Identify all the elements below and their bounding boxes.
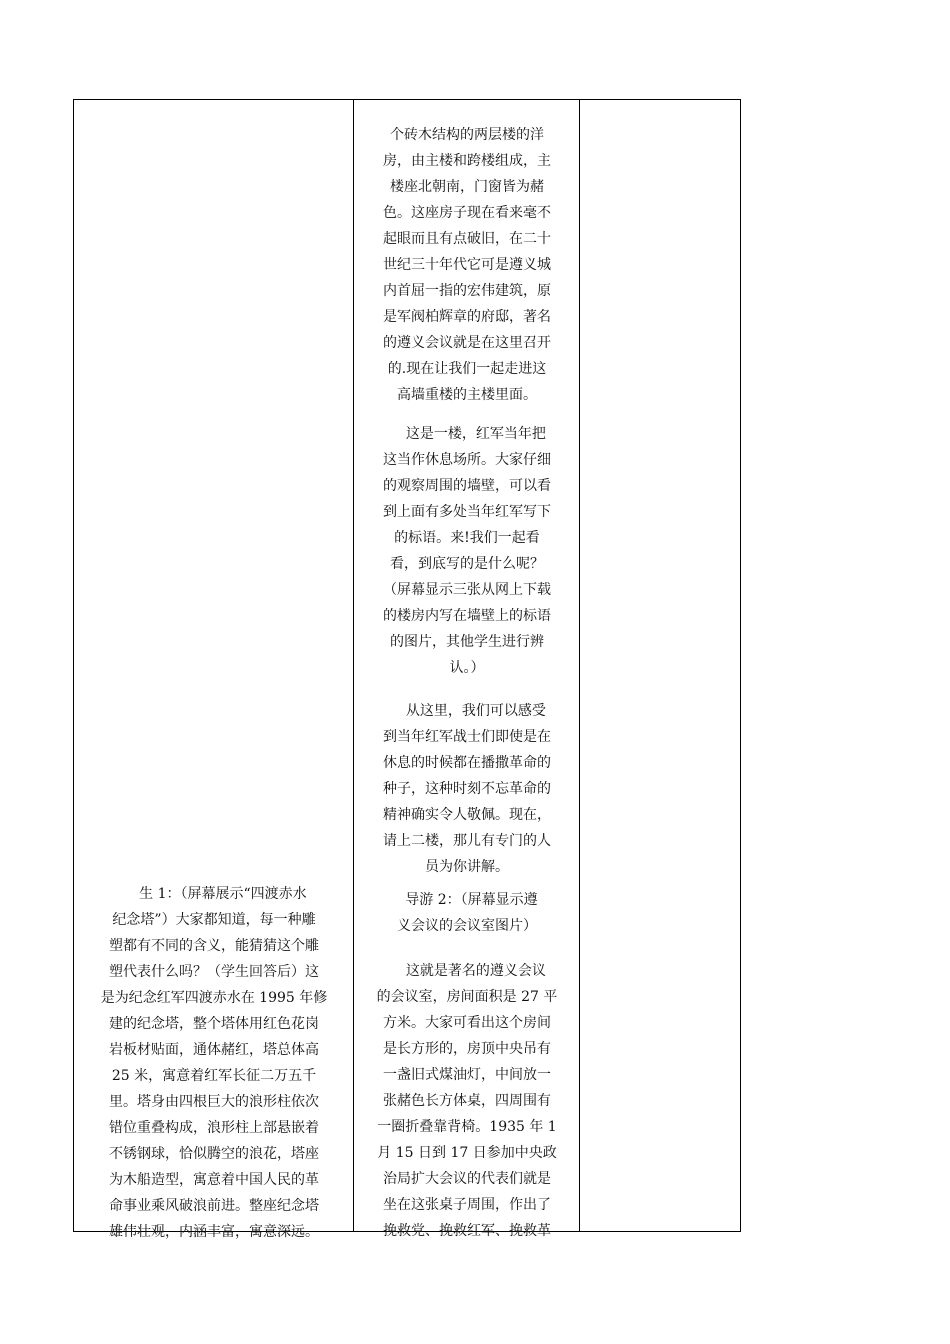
text-line: 到上面有多处当年红军写下 bbox=[383, 504, 551, 520]
text-line: 种子，这种时刻不忘革命的 bbox=[383, 781, 551, 797]
middle-column-paragraph bbox=[354, 122, 580, 408]
text-line: （屏幕显示三张从网上下载 bbox=[383, 582, 551, 598]
middle-column-paragraph bbox=[354, 421, 580, 681]
text-line: 色。这座房子现在看来毫不 bbox=[383, 205, 551, 221]
text-line: 的.现在让我们一起走进这 bbox=[387, 361, 547, 377]
text-line: 命事业乘风破浪前进。整座纪念塔 bbox=[109, 1198, 319, 1214]
text-line: 塑都有不同的含义，能猜猜这个雕 bbox=[109, 938, 319, 954]
text-line: 认。） bbox=[449, 660, 485, 676]
text-line: 的楼房内写在墙壁上的标语 bbox=[383, 608, 551, 624]
student-activity-column bbox=[74, 100, 354, 1240]
text-line: 员为你讲解。 bbox=[425, 859, 509, 875]
text-line: 纪念塔”）大家都知道，每一种雕 bbox=[112, 912, 316, 928]
text-line: 雄伟壮观，内涵丰富，寓意深远。 bbox=[109, 1224, 319, 1240]
text-line: 起眼而且有点破旧，在二十 bbox=[383, 231, 551, 247]
text-line: 房，由主楼和跨楼组成，主 bbox=[383, 153, 551, 169]
text-line: 世纪三十年代它可是遵义城 bbox=[383, 257, 551, 273]
text-line: 是军阀柏辉章的府邸，著名 bbox=[383, 309, 551, 325]
text-line: 的图片，其他学生进行辨 bbox=[390, 634, 544, 650]
text-line: 治局扩大会议的代表们就是 bbox=[383, 1171, 551, 1187]
text-line: 月 15 日到 17 日参加中央政 bbox=[377, 1145, 557, 1161]
text-line: 方米。大家可看出这个房间 bbox=[383, 1015, 551, 1031]
text-line: 看，到底写的是什么呢？ bbox=[390, 556, 544, 572]
text-line: 精神确实令人敬佩。现在， bbox=[383, 807, 551, 823]
middle-column-paragraph bbox=[354, 887, 580, 939]
lesson-plan-table bbox=[73, 99, 741, 1240]
text-line: 请上二楼，那儿有专门的人 bbox=[383, 833, 551, 849]
text-line: 的观察周围的墙壁，可以看 bbox=[383, 478, 551, 494]
text-line: 高墙重楼的主楼里面。 bbox=[397, 387, 537, 403]
text-line: 义会议的会议室图片） bbox=[397, 918, 537, 934]
text-line: 里。塔身由四根巨大的浪形柱依次 bbox=[109, 1094, 319, 1110]
text-line: 楼座北朝南，门窗皆为赭 bbox=[390, 179, 544, 195]
text-line: 的遵义会议就是在这里召开 bbox=[383, 335, 551, 351]
text-line: 的标语。来!我们一起看 bbox=[394, 530, 540, 546]
text-line: 这是一楼，红军当年把 bbox=[388, 426, 546, 442]
text-line: 从这里，我们可以感受 bbox=[388, 703, 546, 719]
text-line: 一盏旧式煤油灯，中间放一 bbox=[383, 1067, 551, 1083]
text-line: 到当年红军战士们即使是在 bbox=[383, 729, 551, 745]
text-line: 建的纪念塔，整个塔体用红色花岗 bbox=[109, 1016, 319, 1032]
text-line: 一圈折叠靠背椅。1935 年 1 bbox=[377, 1119, 557, 1135]
text-line: 的会议室，房间面积是 27 平 bbox=[376, 989, 558, 1005]
guide-narration-column bbox=[354, 100, 580, 1239]
text-line: 这当作休息场所。大家仔细 bbox=[383, 452, 551, 468]
text-line: 不锈钢球，恰似腾空的浪花，塔座 bbox=[109, 1146, 319, 1162]
text-line: 张赭色长方体桌，四周围有 bbox=[383, 1093, 551, 1109]
text-line: 挽救党、挽救红军、挽救革 bbox=[383, 1223, 551, 1239]
text-line: 25 米，寓意着红军长征二万五千 bbox=[111, 1068, 317, 1084]
text-line: 为木船造型，寓意着中国人民的革 bbox=[109, 1172, 319, 1188]
text-line: 坐在这张桌子周围，作出了 bbox=[383, 1197, 551, 1213]
text-line: 这就是著名的遵义会议 bbox=[388, 963, 546, 979]
text-line: 是为纪念红军四渡赤水在 1995 年修 bbox=[100, 990, 328, 1006]
text-line: 导游 2：（屏幕显示遵 bbox=[396, 892, 538, 908]
middle-column-paragraph bbox=[354, 698, 580, 880]
text-line: 内首屈一指的宏伟建筑，原 bbox=[383, 283, 551, 299]
middle-column-paragraph bbox=[354, 958, 580, 1244]
left-column-paragraph bbox=[74, 881, 354, 1245]
notes-column bbox=[580, 100, 740, 1231]
text-line: 塑代表什么吗？（学生回答后）这 bbox=[109, 964, 319, 980]
text-line: 是长方形的，房顶中央吊有 bbox=[383, 1041, 551, 1057]
text-line: 生 1：（屏幕展示“四渡赤水 bbox=[121, 886, 307, 902]
text-line: 岩板材贴面，通体赭红，塔总体高 bbox=[109, 1042, 319, 1058]
text-line: 个砖木结构的两层楼的洋 bbox=[390, 127, 544, 143]
text-line: 错位重叠构成，浪形柱上部悬嵌着 bbox=[109, 1120, 319, 1136]
text-line: 休息的时候都在播撒革命的 bbox=[383, 755, 551, 771]
